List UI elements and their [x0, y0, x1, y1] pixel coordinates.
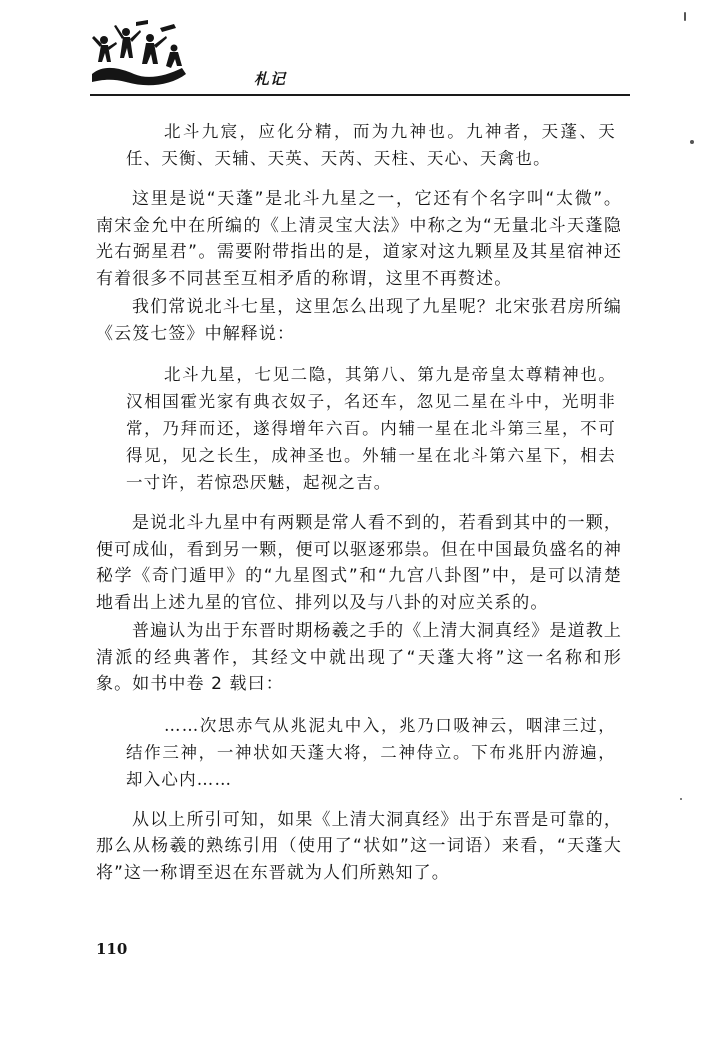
scan-mark: [684, 12, 686, 21]
body-paragraph: 我们常说北斗七星，这里怎么出现了九星呢？北宋张君房所编《云笈七签》中解释说：: [96, 297, 622, 344]
quote-block: 北斗九宸，应化分精，而为九神也。九神者，天蓬、天任、天衡、天辅、天英、天芮、天柱、天心、天禽也。: [126, 122, 616, 168]
page-header: [90, 18, 630, 98]
dancing-figures-emblem-icon: [90, 18, 190, 90]
quote-block: ……次思赤气从兆泥丸中入，兆乃口吸神云，咽津三过，结作三神，一神状如天蓬大将，二神侍立。下布兆肝内游遍，却入心内……: [126, 715, 616, 789]
quote-block: 北斗九星，七见二隐，其第八、第九是帝皇太尊精神也。汉相国霍光家有典衣奴子，名还车，忽见二星在斗中，光明非常，乃拜而还，遂得增年六百。内辅一星在北斗第三星，不可得见，见之长生，成神圣也。外辅一星在北斗第六星下，相去一寸许，若惊恐厌魅，起视之吉。: [126, 365, 616, 492]
body-paragraph: 这里是说“天蓬”是北斗九星之一，它还有个名字叫“太微”。南宋金允中在所编的《上清灵宝大法》中称之为“无量北斗天蓬隐光右弼星君”。需要附带指出的是，道家对这九颗星及其星宿神还有着很多不同甚至互相矛盾的称谓，这里不再赘述。: [96, 189, 622, 289]
body-paragraph: 是说北斗九星中有两颗是常人看不到的，若看到其中的一颗，便可成仙，看到另一颗，便可以驱逐邪祟。但在中国最负盛名的神秘学《奇门遁甲》的“九星图式”和“九宫八卦图”中，是可以清楚地看出上述九星的官位、排列以及与八卦的对应关系的。: [96, 513, 622, 613]
body-paragraph: 普遍认为出于东晋时期杨羲之手的《上清大洞真经》是道教上清派的经典著作，其经文中就出现了“天蓬大将”这一名称和形象。如书中卷 2 载曰：: [96, 621, 622, 694]
section-title: 札记: [254, 70, 287, 88]
page-number: 110: [96, 940, 128, 958]
scan-mark: [690, 140, 694, 144]
page-content: [96, 118, 622, 888]
scan-mark: [680, 798, 682, 800]
body-paragraph: 从以上所引可知，如果《上清大洞真经》出于东晋是可靠的，那么从杨羲的熟练引用（使用了“状如”这一词语）来看，“天蓬大将”这一称谓至迟在东晋就为人们所熟知了。: [96, 809, 622, 883]
header-divider: [90, 94, 630, 96]
